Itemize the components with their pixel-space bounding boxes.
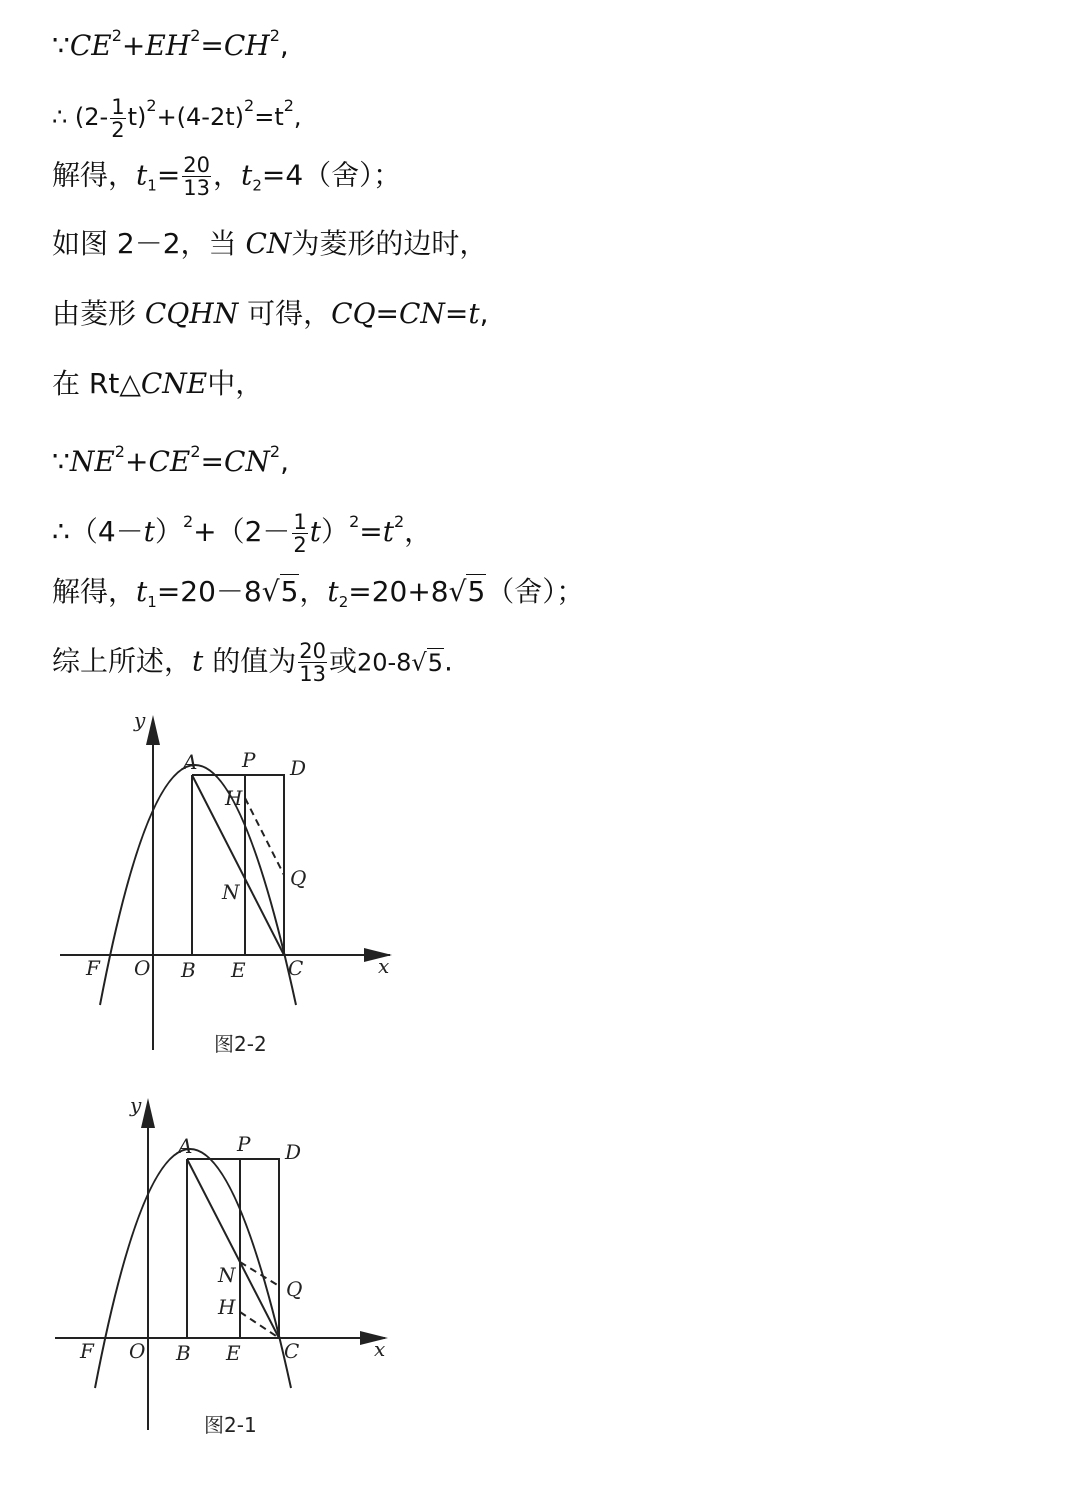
var-t: t	[192, 644, 204, 678]
exp: 2	[349, 512, 360, 531]
y-axis-arrow	[146, 715, 160, 745]
label-c: C	[288, 956, 304, 980]
var-ne: NE	[69, 445, 115, 478]
text: 解得，	[52, 158, 137, 192]
text: ）	[154, 515, 183, 548]
punct: ,	[280, 445, 289, 478]
var-t: t	[327, 575, 339, 608]
label-y: y	[134, 708, 146, 732]
exp: 2	[146, 96, 157, 115]
exp: 2	[190, 26, 201, 45]
text: （4－	[69, 515, 144, 548]
subscript: 1	[147, 593, 157, 611]
text: t)	[127, 103, 147, 131]
var-t: t	[136, 158, 148, 192]
because-symbol: ∵	[52, 445, 70, 478]
text: +(4-2t)	[156, 103, 245, 131]
figure-2-2	[0, 705, 420, 1070]
var-cqhn: CQHN	[144, 297, 239, 330]
punct: .	[444, 644, 453, 678]
text: 综上所述，	[52, 644, 193, 678]
label-c: C	[284, 1339, 300, 1363]
var-ce: CE	[69, 29, 112, 62]
exp: 2	[190, 442, 201, 461]
radicand: 5	[427, 648, 443, 677]
numerator: 1	[293, 509, 307, 534]
op: =	[156, 158, 181, 192]
text: +（2－	[193, 515, 291, 548]
op: +	[121, 29, 146, 62]
label-p: P	[242, 748, 256, 772]
label-h: H	[218, 1295, 236, 1319]
label-a: A	[178, 1134, 193, 1158]
eq-line-3	[52, 154, 401, 206]
eq-line-1	[52, 16, 289, 66]
label-f: F	[80, 1339, 94, 1363]
text: =20－8	[156, 575, 262, 608]
label-f: F	[86, 956, 100, 980]
text: （舍）；	[486, 575, 585, 608]
punct: ，	[404, 515, 433, 548]
var-cne: CNE	[140, 367, 208, 400]
exp: 2	[269, 442, 281, 461]
exp: 2	[283, 96, 294, 115]
eq-line-2	[52, 86, 302, 141]
parabola	[95, 1149, 291, 1388]
denominator: 2	[293, 532, 307, 557]
subscript: 2	[338, 593, 349, 611]
var-t: t	[143, 515, 155, 548]
label-b: B	[176, 1341, 191, 1365]
segment-hq-dashed	[245, 798, 284, 875]
equation: CQ=CN=t	[331, 297, 480, 330]
label-b: B	[181, 958, 196, 982]
text-line-6	[52, 364, 263, 404]
label-e: E	[226, 1341, 241, 1365]
label-n: N	[218, 1263, 236, 1287]
subscript: 2	[252, 176, 262, 195]
text: 可得，	[247, 297, 332, 330]
op: +	[124, 445, 149, 478]
op: =	[200, 29, 224, 62]
therefore-symbol: ∴	[52, 103, 68, 131]
y-axis-arrow	[141, 1098, 155, 1128]
var-t: t	[136, 575, 148, 608]
op: =	[359, 515, 383, 548]
text: 解得，	[52, 575, 137, 608]
fraction-20-13	[182, 154, 211, 199]
label-x: x	[378, 954, 390, 978]
denominator: 13	[183, 176, 211, 200]
numerator: 20	[299, 639, 326, 663]
var-cn: CN	[245, 227, 292, 260]
punct: ，	[299, 575, 328, 608]
numerator: 20	[183, 153, 211, 177]
text-line-10: 综上所述，t 的值为 $\frac{20}{13}$ 或20-8√5.	[52, 639, 453, 686]
text: 在 Rt△	[52, 367, 141, 400]
eq-line-8	[52, 502, 432, 556]
op: =	[200, 445, 224, 478]
label-o: O	[134, 956, 151, 980]
text-line-4	[52, 224, 487, 264]
label-e: E	[231, 958, 246, 982]
subscript: 1	[147, 176, 157, 195]
text: =t	[254, 103, 284, 131]
eq-line-9: 解得，$t_1=20-8√5$，$t_2=20+8√5$（舍）；	[52, 575, 585, 611]
therefore-symbol: ∴	[52, 515, 70, 548]
exp: 2	[182, 512, 194, 531]
parabola	[100, 765, 296, 1005]
var-eh: EH	[145, 29, 191, 62]
text: 中，	[207, 367, 264, 400]
figure-2-1	[0, 1090, 420, 1450]
text: 由菱形	[52, 297, 137, 330]
fraction-half	[292, 511, 307, 556]
label-d: D	[285, 1140, 302, 1164]
numerator: 1	[111, 94, 125, 119]
figure-caption: 图2-1	[204, 1413, 257, 1437]
because-symbol: ∵	[52, 29, 70, 62]
label-h: H	[225, 786, 243, 810]
var-ch: CH	[223, 29, 270, 62]
figure-caption: 图2-2	[214, 1032, 267, 1056]
text: =4（舍）；	[261, 158, 402, 192]
punct: ，	[213, 158, 242, 192]
var-ce: CE	[148, 445, 191, 478]
exp: 2	[244, 96, 255, 115]
punct: ,	[279, 29, 289, 62]
radicand: 5	[280, 575, 299, 608]
text: =20+8	[348, 575, 449, 608]
label-y: y	[130, 1093, 142, 1117]
label-d: D	[290, 756, 307, 780]
var-t: t	[241, 158, 253, 192]
var-cn: CN	[223, 445, 270, 478]
label-a: A	[183, 750, 198, 774]
text: 20-8	[356, 648, 412, 677]
var-t: t	[309, 515, 322, 548]
exp: 2	[393, 512, 405, 531]
label-q: Q	[286, 1277, 303, 1301]
punct: ,	[293, 103, 302, 131]
text: ）	[321, 515, 350, 548]
exp: 2	[114, 442, 125, 461]
eq-line-7	[52, 432, 289, 482]
fraction-half	[110, 96, 125, 141]
text: 为菱形的边时，	[291, 227, 488, 260]
label-n: N	[222, 880, 240, 904]
text: 的值为	[212, 644, 297, 678]
radicand: 5	[467, 575, 486, 608]
fraction-20-13	[298, 640, 327, 685]
label-q: Q	[290, 866, 307, 890]
text: 或	[328, 644, 357, 678]
text: 如图 2－2，当	[52, 227, 237, 260]
exp: 2	[111, 26, 122, 45]
text: (2-	[74, 103, 109, 131]
text-line-5	[52, 294, 489, 334]
var-t: t	[382, 515, 394, 548]
denominator: 13	[299, 662, 326, 686]
label-x: x	[374, 1337, 386, 1361]
exp: 2	[269, 26, 280, 45]
label-p: P	[237, 1132, 251, 1156]
label-o: O	[129, 1339, 146, 1363]
denominator: 2	[111, 117, 125, 142]
punct: ,	[479, 297, 489, 330]
